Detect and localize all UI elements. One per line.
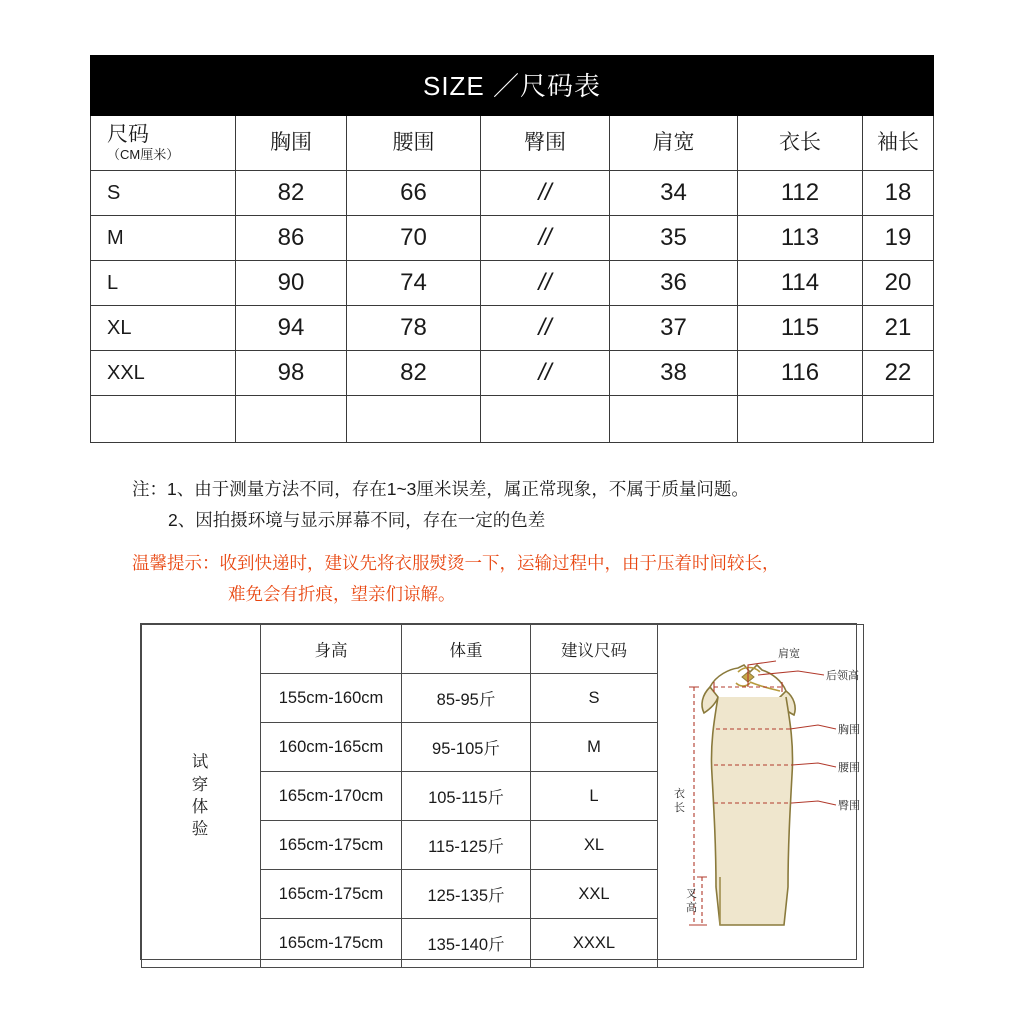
table-header-row bbox=[91, 116, 934, 171]
cell-size: XXL bbox=[91, 351, 236, 396]
header-size: 尺码 （CM厘米） bbox=[91, 116, 236, 171]
cell-waist: 70 bbox=[347, 216, 481, 261]
cell-shoulder: 37 bbox=[610, 306, 738, 351]
fit-cell-size: M bbox=[531, 723, 658, 772]
cell-size: L bbox=[91, 261, 236, 306]
size-chart-table bbox=[90, 116, 934, 443]
garment-measure-diagram bbox=[658, 625, 864, 968]
fit-cell-weight: 125-135斤 bbox=[402, 870, 531, 919]
note-line-1: 注：1、由于测量方法不同，存在1~3厘米误差，属正常现象，不属于质量问题。 bbox=[132, 479, 749, 499]
fit-cell-weight: 115-125斤 bbox=[402, 821, 531, 870]
fit-cell-weight: 85-95斤 bbox=[402, 674, 531, 723]
cell-empty bbox=[481, 396, 610, 443]
cell-size: M bbox=[91, 216, 236, 261]
tip-line-2: 难免会有折痕，望亲们谅解。 bbox=[228, 583, 456, 604]
cell-waist: 82 bbox=[347, 351, 481, 396]
cell-bust: 94 bbox=[236, 306, 347, 351]
cell-empty bbox=[738, 396, 863, 443]
cell-hip: // bbox=[481, 306, 610, 351]
fit-header-size: 建议尺码 bbox=[531, 625, 658, 674]
cell-length: 112 bbox=[738, 171, 863, 216]
diagram-label-bust: 胸围 bbox=[838, 724, 860, 736]
cell-shoulder: 35 bbox=[610, 216, 738, 261]
cell-sleeve: 18 bbox=[863, 171, 934, 216]
cell-length: 116 bbox=[738, 351, 863, 396]
fit-cell-height: 160cm-165cm bbox=[261, 723, 402, 772]
cell-empty bbox=[863, 396, 934, 443]
table-row-empty bbox=[91, 396, 934, 443]
measurement-notes bbox=[132, 474, 932, 535]
fit-header-row bbox=[142, 625, 864, 674]
fit-cell-size: XXL bbox=[531, 870, 658, 919]
cell-hip: // bbox=[481, 351, 610, 396]
table-row bbox=[91, 171, 934, 216]
cell-empty bbox=[610, 396, 738, 443]
diagram-label-slit-2: 高 bbox=[686, 902, 697, 914]
cell-hip: // bbox=[481, 216, 610, 261]
fit-cell-height: 155cm-160cm bbox=[261, 674, 402, 723]
header-bust: 胸围 bbox=[236, 116, 347, 171]
cell-bust: 86 bbox=[236, 216, 347, 261]
fit-cell-size: L bbox=[531, 772, 658, 821]
fit-cell-height: 165cm-170cm bbox=[261, 772, 402, 821]
fit-vertical-label: 试 穿 体 验 bbox=[142, 625, 261, 968]
fit-cell-height: 165cm-175cm bbox=[261, 919, 402, 968]
cell-sleeve: 21 bbox=[863, 306, 934, 351]
cell-waist: 66 bbox=[347, 171, 481, 216]
fit-experience-table bbox=[141, 624, 864, 968]
cell-sleeve: 19 bbox=[863, 216, 934, 261]
fit-cell-weight: 95-105斤 bbox=[402, 723, 531, 772]
cell-bust: 90 bbox=[236, 261, 347, 306]
cell-empty bbox=[91, 396, 236, 443]
diagram-label-hip: 臀围 bbox=[838, 800, 860, 812]
cell-waist: 78 bbox=[347, 306, 481, 351]
fit-experience-block bbox=[140, 623, 860, 960]
diagram-label-length: 衣 bbox=[674, 788, 685, 800]
size-chart-block bbox=[90, 55, 934, 443]
header-length: 衣长 bbox=[738, 116, 863, 171]
cell-waist: 74 bbox=[347, 261, 481, 306]
cell-shoulder: 34 bbox=[610, 171, 738, 216]
warm-tips bbox=[132, 548, 922, 609]
fit-cell-height: 165cm-175cm bbox=[261, 870, 402, 919]
dress-diagram-svg bbox=[658, 625, 863, 960]
table-row bbox=[91, 351, 934, 396]
diagram-canvas bbox=[658, 625, 863, 967]
fit-header-weight: 体重 bbox=[402, 625, 531, 674]
header-waist: 腰围 bbox=[347, 116, 481, 171]
tip-line-1: 温馨提示：收到快递时，建议先将衣服熨烫一下，运输过程中，由于压着时间较长， bbox=[132, 553, 780, 573]
cell-length: 114 bbox=[738, 261, 863, 306]
cell-length: 115 bbox=[738, 306, 863, 351]
diagram-label-back-collar: 后领高 bbox=[826, 670, 859, 682]
cell-hip: // bbox=[481, 171, 610, 216]
cell-shoulder: 38 bbox=[610, 351, 738, 396]
table-row bbox=[91, 306, 934, 351]
cell-empty bbox=[236, 396, 347, 443]
cell-hip: // bbox=[481, 261, 610, 306]
diagram-label-slit: 叉 bbox=[686, 888, 697, 900]
fit-cell-weight: 135-140斤 bbox=[402, 919, 531, 968]
cell-sleeve: 20 bbox=[863, 261, 934, 306]
cell-empty bbox=[347, 396, 481, 443]
size-chart-title: SIZE ／尺码表 bbox=[90, 55, 934, 116]
header-shoulder: 肩宽 bbox=[610, 116, 738, 171]
diagram-label-length-2: 长 bbox=[674, 802, 685, 814]
cell-bust: 82 bbox=[236, 171, 347, 216]
cell-size: S bbox=[91, 171, 236, 216]
diagram-label-waist: 腰围 bbox=[838, 762, 860, 774]
cell-shoulder: 36 bbox=[610, 261, 738, 306]
fit-cell-size: XXXL bbox=[531, 919, 658, 968]
cell-size: XL bbox=[91, 306, 236, 351]
header-hip: 臀围 bbox=[481, 116, 610, 171]
cell-bust: 98 bbox=[236, 351, 347, 396]
fit-cell-weight: 105-115斤 bbox=[402, 772, 531, 821]
note-line-2: 2、因拍摄环境与显示屏幕不同，存在一定的色差 bbox=[168, 509, 546, 530]
fit-header-height: 身高 bbox=[261, 625, 402, 674]
cell-sleeve: 22 bbox=[863, 351, 934, 396]
fit-cell-size: XL bbox=[531, 821, 658, 870]
fit-cell-size: S bbox=[531, 674, 658, 723]
table-row bbox=[91, 261, 934, 306]
diagram-label-shoulder: 肩宽 bbox=[778, 648, 800, 660]
fit-cell-height: 165cm-175cm bbox=[261, 821, 402, 870]
cell-length: 113 bbox=[738, 216, 863, 261]
header-sleeve: 袖长 bbox=[863, 116, 934, 171]
table-row bbox=[91, 216, 934, 261]
